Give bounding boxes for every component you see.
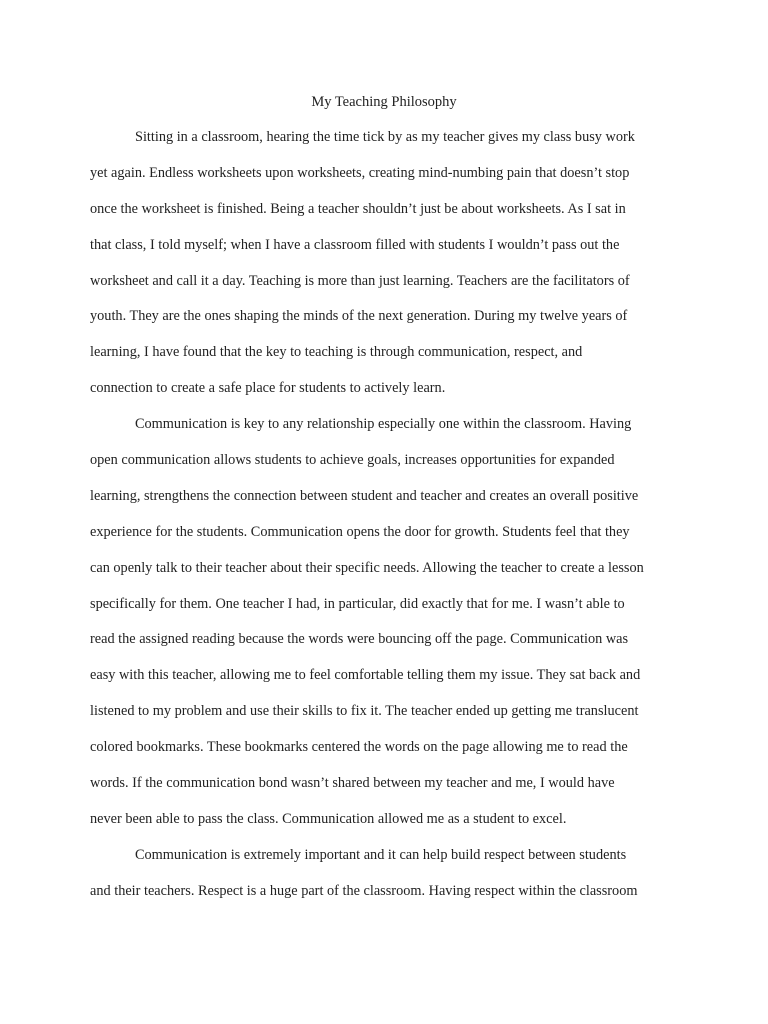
text-line: youth. They are the ones shaping the minds of the next generation. During my twelve years of — [90, 308, 628, 325]
text-line: once the worksheet is finished. Being a teacher shouldn’t just be about worksheets. As I sat in — [90, 200, 626, 217]
paragraph-first-line: Sitting in a classroom, hearing the time tick by as my teacher gives my class busy work — [135, 129, 635, 145]
text-line: experience for the students. Communication opens the door for growth. Students feel that they — [90, 523, 630, 540]
document-title: My Teaching Philosophy — [311, 94, 457, 110]
text-line: read the assigned reading because the words were bouncing off the page. Communication was — [90, 631, 629, 648]
text-line: that class, I told myself; when I have a classroom filled with students I wouldn’t pass out the — [90, 236, 620, 253]
text-line: learning, strengthens the connection between student and teacher and creates an overall positive — [90, 487, 639, 504]
text-line: easy with this teacher, allowing me to feel comfortable telling them my issue. They sat back and — [90, 667, 641, 684]
text-line: can openly talk to their teacher about their specific needs. Allowing the teacher to create a lesson — [90, 559, 644, 576]
text-line: worksheet and call it a day. Teaching is more than just learning. Teachers are the facilitators of — [90, 272, 630, 289]
text-line: listened to my problem and use their skills to fix it. The teacher ended up getting me translucent — [90, 703, 639, 720]
text-line: learning, I have found that the key to teaching is through communication, respect, and — [90, 344, 583, 361]
text-line: and their teachers. Respect is a huge part of the classroom. Having respect within the classroom — [90, 882, 638, 899]
text-line: yet again. Endless worksheets upon worksheets, creating mind-numbing pain that doesn’t stop — [90, 164, 630, 181]
document-body — [90, 123, 678, 913]
paragraph-first-line: Communication is extremely important and it can help build respect between students — [135, 846, 627, 863]
text-line: open communication allows students to achieve goals, increases opportunities for expanded — [90, 452, 615, 469]
text-line: never been able to pass the class. Communication allowed me as a student to excel. — [90, 810, 567, 827]
text-line: colored bookmarks. These bookmarks centered the words on the page allowing me to read the — [90, 739, 628, 756]
text-line: words. If the communication bond wasn’t shared between my teacher and me, I would have — [90, 775, 615, 792]
text-line: specifically for them. One teacher I had, in particular, did exactly that for me. I wasn’t able to — [90, 595, 625, 612]
text-line: connection to create a safe place for students to actively learn. — [90, 380, 446, 397]
paragraph-first-line: Communication is key to any relationship especially one within the classroom. Having — [135, 416, 632, 433]
